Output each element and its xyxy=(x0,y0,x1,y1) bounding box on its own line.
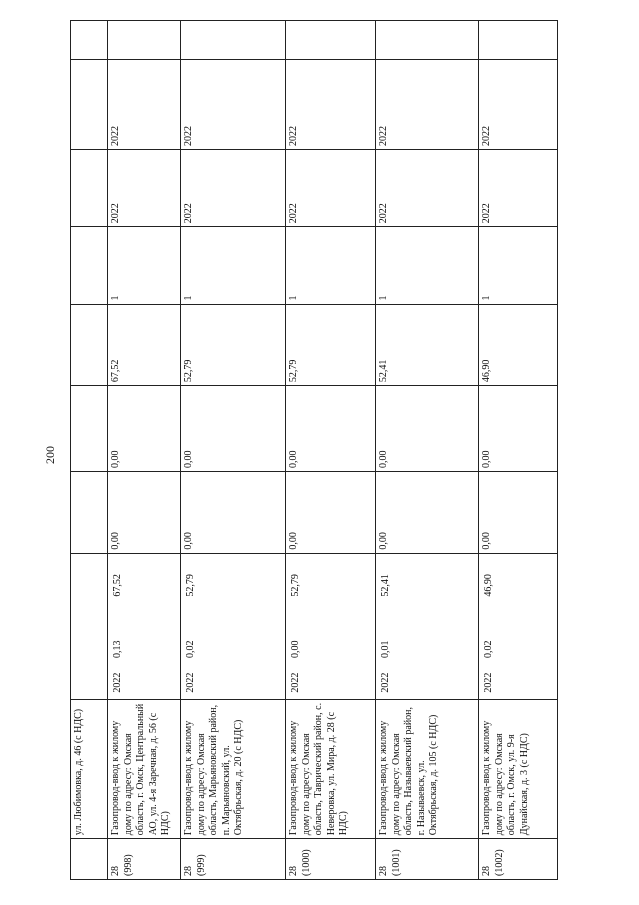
cell-sub xyxy=(108,553,181,699)
cell-g: 2022 xyxy=(479,149,558,226)
investment-table xyxy=(70,20,558,880)
cell-year: 2022 xyxy=(112,672,123,693)
cell-h: 2022 xyxy=(376,59,479,149)
cell-num: 28 (1000) xyxy=(286,839,376,880)
cell-blank xyxy=(479,21,558,60)
cell-e: 67,52 xyxy=(108,304,181,386)
cell-name: ул. Любимовка, д. 46 (с НДС) xyxy=(71,699,108,839)
cell-b: 67,52 xyxy=(112,574,123,597)
cell-blank xyxy=(376,21,479,60)
cell-sub xyxy=(376,553,479,699)
table-row-continuation xyxy=(71,21,108,880)
cell-sub xyxy=(286,553,376,699)
cell-h: 2022 xyxy=(181,59,286,149)
cell-name: Газопровод-ввод к жилому дому по адресу: Омская область, Марьяновский район, п. Марьяновский, ул. Октябрьская, д. 20 (с НДС) xyxy=(181,699,286,839)
cell-f: 1 xyxy=(108,227,181,304)
cell-d: 0,00 xyxy=(479,386,558,472)
cell-f: 1 xyxy=(479,227,558,304)
cell-year: 2022 xyxy=(290,672,301,693)
cell-name: Газопровод-ввод к жилому дому по адресу: Омская область, Таврический район, с. Неверовка, ул. Мира, д. 28 (с НДС) xyxy=(286,699,376,839)
cell-g: 2022 xyxy=(181,149,286,226)
cell-num: 28 (998) xyxy=(108,839,181,880)
cell-a: 0,02 xyxy=(185,640,196,658)
cell-e: 52,41 xyxy=(376,304,479,386)
cell-year: 2022 xyxy=(483,672,494,693)
cell-f xyxy=(71,227,108,304)
cell-year: 2022 xyxy=(185,672,196,693)
cell-num: 28 (1001) xyxy=(376,839,479,880)
cell-h: 2022 xyxy=(286,59,376,149)
cell-a: 0,02 xyxy=(483,640,494,658)
cell-e: 52,79 xyxy=(286,304,376,386)
cell-d: 0,00 xyxy=(181,386,286,472)
cell-e xyxy=(71,304,108,386)
cell-c: 0,00 xyxy=(286,472,376,554)
cell-h: 2022 xyxy=(479,59,558,149)
cell-num: 28 (999) xyxy=(181,839,286,880)
cell-a: 0,13 xyxy=(112,640,123,658)
cell-sub xyxy=(181,553,286,699)
cell-blank xyxy=(108,21,181,60)
cell-num xyxy=(71,839,108,880)
cell-blank xyxy=(71,21,108,60)
cell-name: Газопровод-ввод к жилому дому по адресу: Омская область, г. Омск, Центральный АО, ул. 4-я Заречная, д. 56 (с НДС) xyxy=(108,699,181,839)
cell-a: 0,00 xyxy=(290,640,301,658)
page-number: 200 xyxy=(43,446,57,464)
cell-a: 0,01 xyxy=(380,640,391,658)
cell-c: 0,00 xyxy=(181,472,286,554)
cell-c: 0,00 xyxy=(479,472,558,554)
cell-blank xyxy=(181,21,286,60)
rotated-table-container xyxy=(70,20,557,880)
table-row xyxy=(108,21,181,880)
cell-h: 2022 xyxy=(108,59,181,149)
cell-name: Газопровод-ввод к жилому дому по адресу: Омская область, г. Омск, ул. 9-я Дунайская, д. 3 (с НДС) xyxy=(479,699,558,839)
cell-g: 2022 xyxy=(376,149,479,226)
cell-b: 52,79 xyxy=(185,574,196,597)
cell-sub xyxy=(71,553,108,699)
cell-b: 52,41 xyxy=(380,574,391,597)
cell-year: 2022 xyxy=(380,672,391,693)
cell-d: 0,00 xyxy=(286,386,376,472)
cell-b: 52,79 xyxy=(290,574,301,597)
cell-name: Газопровод-ввод к жилому дому по адресу: Омская область, Называевский район, г. Называевск, ул. Октябрьская, д. 105 (с НДС) xyxy=(376,699,479,839)
cell-f: 1 xyxy=(286,227,376,304)
cell-f: 1 xyxy=(376,227,479,304)
cell-e: 52,79 xyxy=(181,304,286,386)
cell-num: 28 (1002) xyxy=(479,839,558,880)
cell-b: 46,90 xyxy=(483,574,494,597)
cell-c: 0,00 xyxy=(108,472,181,554)
table-row xyxy=(181,21,286,880)
cell-c: 0,00 xyxy=(376,472,479,554)
cell-f: 1 xyxy=(181,227,286,304)
cell-e: 46,90 xyxy=(479,304,558,386)
cell-g: 2022 xyxy=(108,149,181,226)
cell-h xyxy=(71,59,108,149)
cell-d xyxy=(71,386,108,472)
cell-g xyxy=(71,149,108,226)
cell-g: 2022 xyxy=(286,149,376,226)
cell-d: 0,00 xyxy=(376,386,479,472)
cell-blank xyxy=(286,21,376,60)
table-row xyxy=(286,21,376,880)
table-row xyxy=(376,21,479,880)
cell-sub xyxy=(479,553,558,699)
cell-d: 0,00 xyxy=(108,386,181,472)
table-row xyxy=(479,21,558,880)
cell-c xyxy=(71,472,108,554)
